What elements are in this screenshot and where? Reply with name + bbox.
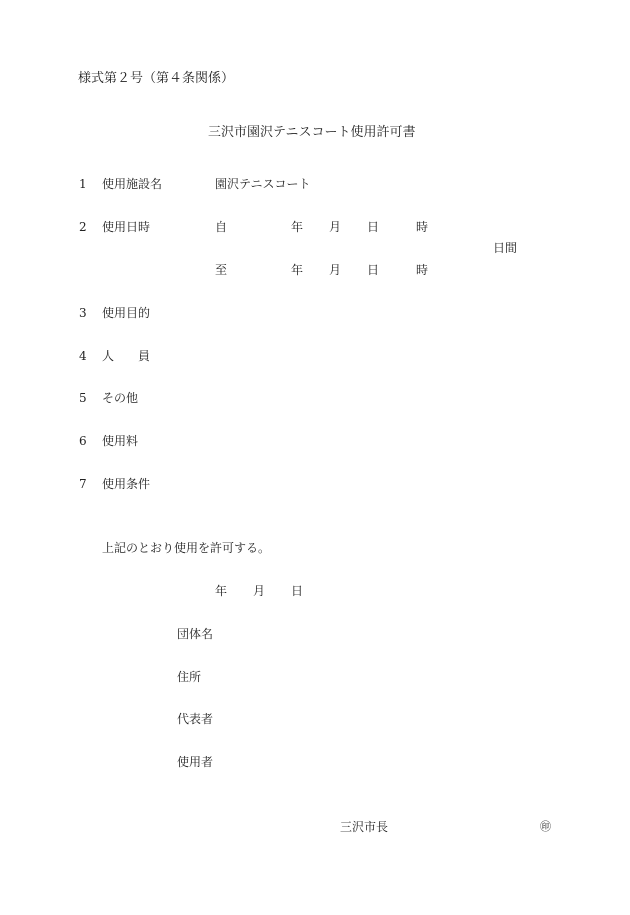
item-label-facility: 使用施設名 xyxy=(102,177,163,191)
item-label-conditions: 使用条件 xyxy=(102,477,151,491)
issuer-title: 三沢市長 xyxy=(340,820,389,834)
item-label-datetime: 使用日時 xyxy=(102,220,151,234)
item-number-4: 4 xyxy=(79,349,87,363)
datetime-from-year: 年 xyxy=(291,220,304,234)
datetime-to-year: 年 xyxy=(291,263,304,277)
permission-date-month: 月 xyxy=(253,584,266,598)
item-label-purpose: 使用目的 xyxy=(102,306,151,320)
item-label-other: その他 xyxy=(102,391,139,405)
representative-label: 代表者 xyxy=(177,712,214,726)
address-label: 住所 xyxy=(177,670,202,684)
item-label-headcount: 人 員 xyxy=(102,349,151,363)
item-number-1: 1 xyxy=(79,177,87,191)
datetime-to-hour: 時 xyxy=(416,263,429,277)
datetime-to-day: 日 xyxy=(367,263,380,277)
item-number-5: 5 xyxy=(79,391,87,405)
item-number-3: 3 xyxy=(79,306,87,320)
user-label: 使用者 xyxy=(177,755,214,769)
item-number-6: 6 xyxy=(79,434,87,448)
datetime-to-month: 月 xyxy=(329,263,342,277)
item-number-2: 2 xyxy=(79,220,87,234)
permission-date-year: 年 xyxy=(215,584,228,598)
item-label-fee: 使用料 xyxy=(102,434,139,448)
group-name-label: 団体名 xyxy=(177,627,214,641)
permission-statement: 上記のとおり使用を許可する。 xyxy=(102,541,271,555)
seal-mark: ㊞ xyxy=(540,820,551,833)
datetime-from-hour: 時 xyxy=(416,220,429,234)
datetime-to-label: 至 xyxy=(215,263,228,277)
permission-date-day: 日 xyxy=(291,584,304,598)
form-number: 様式第２号（第４条関係） xyxy=(78,71,235,86)
datetime-from-label: 自 xyxy=(215,220,228,234)
item-number-7: 7 xyxy=(79,477,87,491)
document-title: 三沢市園沢テニスコート使用許可書 xyxy=(208,125,416,140)
datetime-from-day: 日 xyxy=(367,220,380,234)
facility-name-value: 園沢テニスコート xyxy=(215,177,311,191)
datetime-days-unit: 日間 xyxy=(493,241,518,255)
datetime-from-month: 月 xyxy=(329,220,342,234)
